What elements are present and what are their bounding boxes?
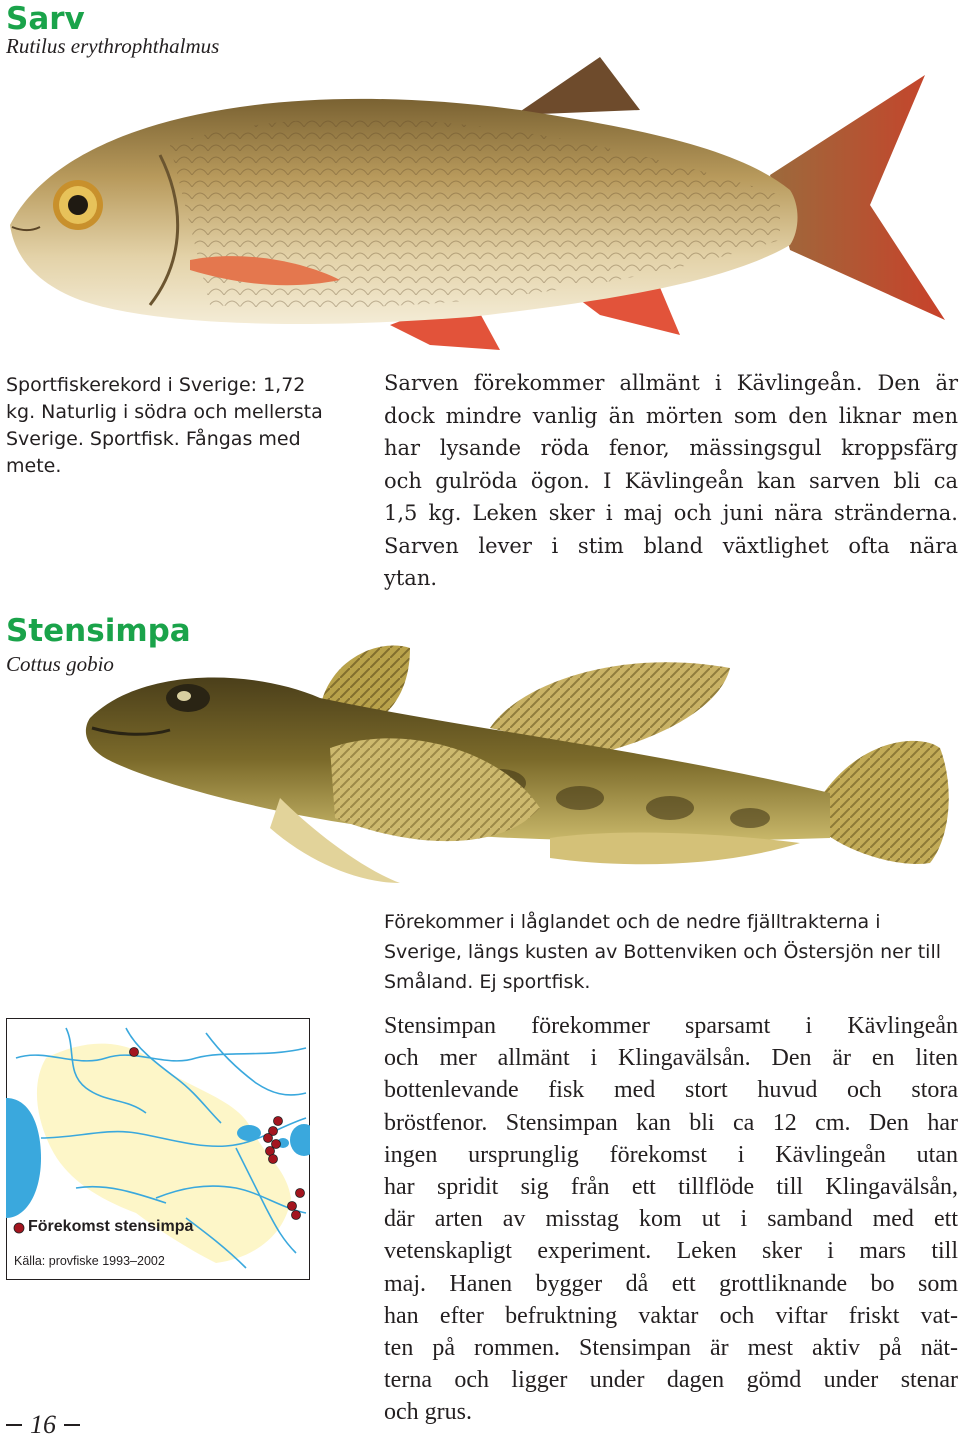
map-legend-label: Förekomst stensimpa: [28, 1218, 194, 1235]
stensimpa-body-line: och mer allmänt i Klingavälsån. Den är en liten: [384, 1045, 958, 1072]
sarv-body-line: 1,5 kg. Leken sker i maj och juni nära stränderna.: [384, 501, 958, 525]
stensimpa-body-line: bottenlevande fisk med stort huvud och stora: [384, 1077, 958, 1104]
sarv-body-text: [384, 367, 958, 595]
sarv-body-line: Sarven lever i stim bland växtlighet ofta nära: [384, 533, 958, 558]
stensimpa-body-text: [384, 1010, 958, 1429]
sarv-latin-name: Rutilus erythrophthalmus: [6, 34, 220, 58]
page-number-dash: [6, 1424, 22, 1426]
stensimpa-side-text: Förekommer i låglandet och de nedre fjälltrakterna i Sverige, längs kusten av Bottenviken och Östersjön ner till Småland. Ej sportfisk.: [384, 911, 942, 993]
sarv-body-line: Sarven förekommer allmänt i Kävlingeån. Den är: [384, 371, 958, 395]
sarv-body-line: dock mindre vanlig än mörten som den liknar men: [384, 403, 958, 428]
stensimpa-body-line: har spridit sig från ett tillflöde till Klingavälsån,: [384, 1174, 958, 1201]
map-source-label: Källa: provfiske 1993–2002: [14, 1254, 165, 1268]
sarv-body-line: har lysande röda fenor, mässingsgul kroppsfärg: [384, 436, 958, 460]
stensimpa-body-line: terna och ligger under dagen gömd under stenar: [384, 1367, 958, 1394]
stensimpa-body-line: och grus.: [384, 1399, 472, 1426]
distribution-map-graphic: [6, 1018, 310, 1280]
stensimpa-body-line: maj. Hanen bygger då ett grottliknande bo som: [384, 1270, 958, 1297]
rudd-fish-illustration: [0, 55, 960, 365]
stensimpa-body-line: vetenskapligt experiment. Leken sker i mars till: [384, 1238, 958, 1265]
legend-marker-icon: [14, 1223, 24, 1233]
distribution-map: [6, 1018, 310, 1280]
bullhead-fish-illustration: [80, 638, 960, 888]
stensimpa-body-line: ingen ursprunglig förekomst i Kävlingeån utan: [384, 1141, 958, 1168]
page-number-dash: [64, 1424, 80, 1426]
page-number-value: 16: [30, 1410, 56, 1439]
stensimpa-title: Stensimpa: [6, 613, 191, 649]
stensimpa-latin-name: Cottus gobio: [6, 652, 114, 676]
sarv-body-line: ytan.: [384, 566, 438, 590]
sarv-side-text: Sportfiskerekord i Sverige: 1,72 kg. Naturlig i södra och mellersta Sverige. Sportfisk. Fångas med mete.: [6, 374, 323, 477]
stensimpa-body-line: han efter befruktning vaktar och viftar friskt vat-: [384, 1302, 958, 1329]
stensimpa-body-line: Stensimpan förekommer sparsamt i Kävlingeån: [384, 1013, 958, 1039]
stensimpa-body-line: bröstfenor. Stensimpan kan bli ca 12 cm. Den har: [384, 1109, 958, 1136]
sarv-body-line: och gulröda ögon. I Kävlingeån kan sarven bli ca: [384, 468, 958, 493]
sarv-title: Sarv: [6, 1, 85, 37]
page-number: [6, 1410, 80, 1440]
stensimpa-body-line: ten på rommen. Stensimpan är mest aktiv på nät-: [384, 1335, 958, 1362]
stensimpa-body-line: där arten av misstag kom ut i samband med ett: [384, 1206, 958, 1233]
